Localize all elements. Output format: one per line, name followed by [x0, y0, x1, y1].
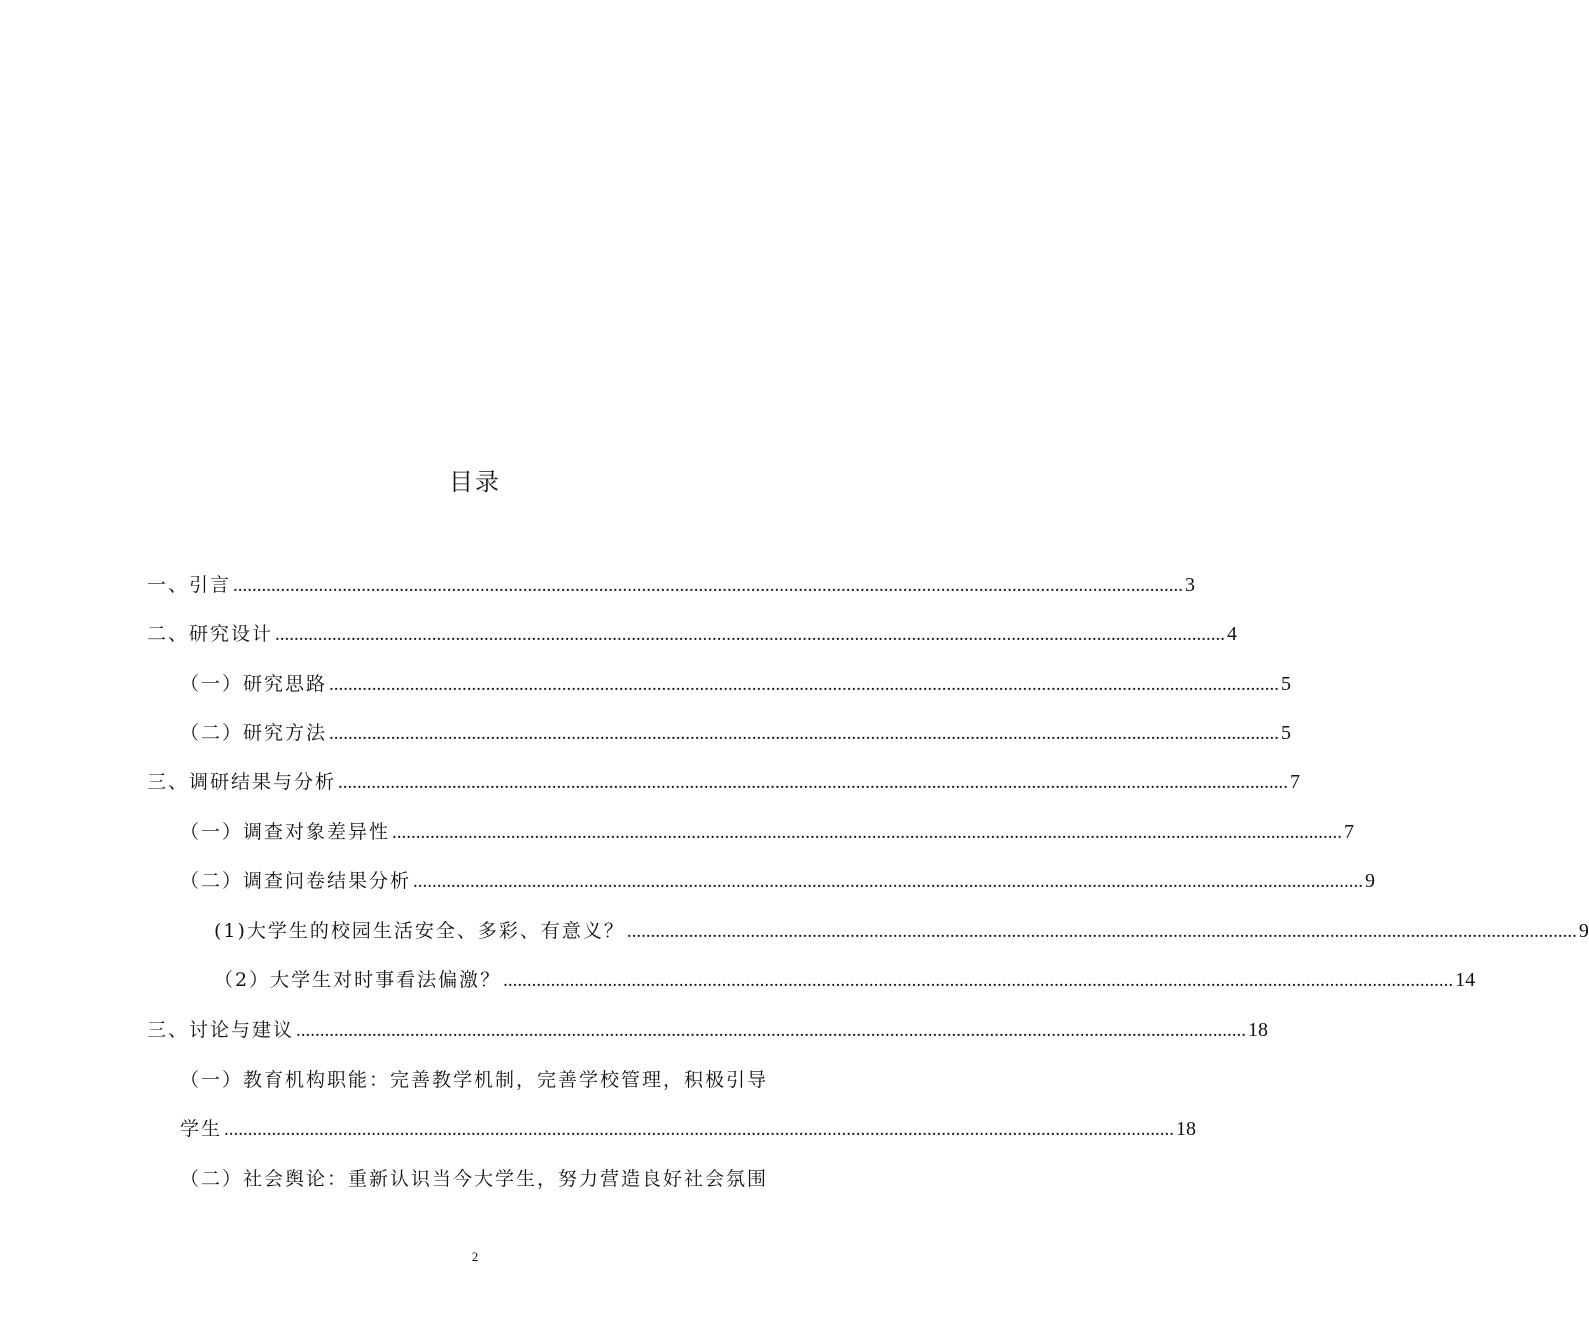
toc-entry-page: 3 [1185, 574, 1196, 596]
toc-entry-page: 18 [1248, 1019, 1269, 1041]
page-number: 2 [471, 1249, 479, 1264]
toc-entry-number: 三、 [147, 1019, 190, 1041]
toc-entry-title: 引言 [189, 574, 232, 596]
toc-leader-dots: ........................................................................................................................................................................................................ [296, 1020, 1247, 1041]
toc-entry-title: （二）社会舆论：重新认识当今大学生，努力营造良好社会氛围 [180, 1168, 769, 1190]
toc-entry-title: 讨论与建议 [189, 1019, 295, 1041]
toc-entry-page: 9 [1365, 870, 1376, 892]
toc-title: 目录 [449, 468, 501, 496]
toc-entry[interactable] [147, 570, 1196, 600]
toc-entry-number: 二、 [147, 623, 190, 645]
toc-leader-dots: ........................................................................................................................................................................................................ [329, 723, 1280, 744]
toc-entry[interactable] [214, 916, 1589, 946]
toc-entry-number: 一、 [147, 574, 190, 596]
toc-leader-dots: ........................................................................................................................................................................................................ [503, 970, 1454, 991]
toc-leader-dots: ........................................................................................................................................................................................................ [233, 575, 1184, 596]
toc-entry-page: 5 [1281, 673, 1292, 695]
toc-entry-page: 14 [1455, 969, 1476, 991]
toc-entry-title: （一）调查对象差异性 [180, 821, 391, 843]
toc-entry[interactable] [147, 1015, 1269, 1045]
toc-entry[interactable] [180, 669, 1292, 699]
toc-leader-dots: ........................................................................................................................................................................................................ [626, 921, 1577, 942]
toc-entry-wrapped-line[interactable] [180, 1164, 807, 1191]
toc-entry-page: 4 [1227, 623, 1238, 645]
toc-entry[interactable] [180, 718, 1292, 748]
toc-entry-title: （二）研究方法 [180, 722, 328, 744]
toc-entry-title: （一）研究思路 [180, 673, 328, 695]
toc-entry[interactable] [180, 817, 1355, 847]
toc-entry[interactable] [180, 1114, 1197, 1144]
toc-leader-dots: ........................................................................................................................................................................................................ [224, 1119, 1175, 1140]
toc-entry-page: 5 [1281, 722, 1292, 744]
toc-entry[interactable] [180, 866, 1376, 896]
toc-entry-title: (1)大学生的校园生活安全、多彩、有意义？ [214, 920, 625, 942]
toc-leader-dots: ........................................................................................................................................................................................................ [392, 822, 1343, 843]
toc-entry-title: （2）大学生对时事看法偏激？ [214, 969, 502, 991]
toc-entry-title: 研究设计 [189, 623, 274, 645]
toc-entry-page: 9 [1578, 920, 1589, 942]
toc-entry-title: 调研结果与分析 [189, 771, 337, 793]
toc-leader-dots: ........................................................................................................................................................................................................ [275, 624, 1226, 645]
toc-entry[interactable] [147, 619, 1238, 649]
toc-entry-title: （一）教育机构职能：完善教学机制，完善学校管理，积极引导 [180, 1069, 769, 1091]
toc-entry-number: 三、 [147, 771, 190, 793]
toc-entry[interactable] [214, 965, 1476, 995]
toc-entry-page: 7 [1344, 821, 1355, 843]
toc-leader-dots: ........................................................................................................................................................................................................ [329, 674, 1280, 695]
toc-entry-wrapped-line[interactable] [180, 1065, 807, 1092]
toc-entry-title: （二）调查问卷结果分析 [180, 870, 412, 892]
toc-leader-dots: ........................................................................................................................................................................................................ [338, 772, 1289, 793]
toc-entry-page: 18 [1176, 1118, 1197, 1140]
toc-entry[interactable] [147, 767, 1301, 797]
toc-leader-dots: ........................................................................................................................................................................................................ [413, 871, 1364, 892]
toc-entry-title-continued: 学生 [180, 1118, 223, 1140]
toc-entry-page: 7 [1290, 771, 1301, 793]
